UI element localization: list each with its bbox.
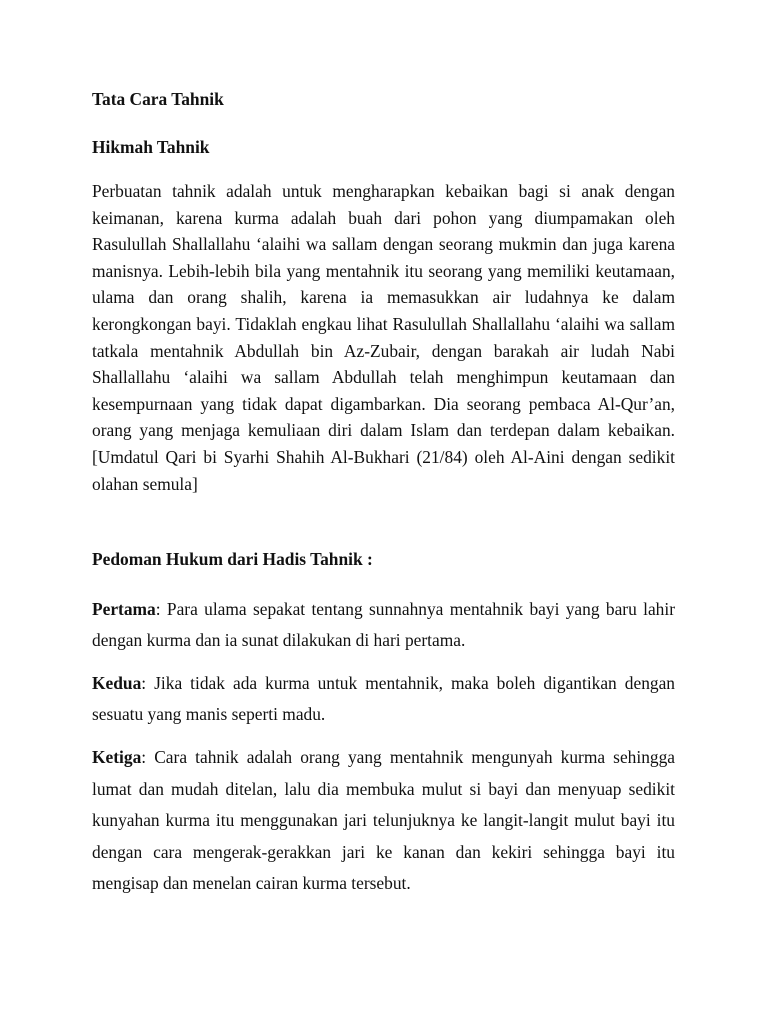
point-label: Ketiga <box>92 747 142 767</box>
point-text: : Jika tidak ada kurma untuk mentahnik, maka boleh digantikan dengan sesuatu yang manis seperti madu. <box>92 673 675 724</box>
point-paragraph-3 <box>92 742 675 900</box>
section-title-hikmah: Hikmah Tahnik <box>92 137 210 157</box>
point-paragraph-1 <box>92 594 675 656</box>
intro-paragraph: Perbuatan tahnik adalah untuk mengharapkan kebaikan bagi si anak dengan keimanan, karena kurma adalah buah dari pohon yang diumpamakan oleh Rasulullah Shallallahu ‘alaihi wa sallam dengan seorang mukmin dan juga karena manisnya. Lebih-lebih bila yang mentahnik itu seorang yang memiliki keutamaan, ulama dan orang shalih, karena ia memasukkan air ludahnya ke dalam kerongkongan bayi. Tidaklah engkau lihat Rasulullah Shallallahu ‘alaihi wa sallam tatkala mentahnik Abdullah bin Az-Zubair, dengan barakah air ludah Nabi Shallallahu ‘alaihi wa sallam Abdullah telah menghimpun keutamaan dan kesempurnaan yang tidak dapat digambarkan. Dia seorang pembaca Al-Qur’an, orang yang menjaga kemuliaan diri dalam Islam dan terdepan dalam kebaikan. [Umdatul Qari bi Syarhi Shahih Al-Bukhari (21/84) oleh Al-Aini dengan sedikit olahan semula] <box>92 181 675 494</box>
point-text: : Cara tahnik adalah orang yang mentahnik mengunyah kurma sehingga lumat dan mudah ditelan, lalu dia membuka mulut si bayi dan menyuap sedikit kunyahan kurma itu menggunakan jari telunjuknya ke langit-langit mulut bayi itu dengan cara mengerak-gerakkan jari ke kanan dan kekiri sehingga bayi itu mengisap dan menelan cairan kurma tersebut. <box>92 747 675 893</box>
point-label: Pertama <box>92 599 156 619</box>
point-text: : Para ulama sepakat tentang sunnahnya mentahnik bayi yang baru lahir dengan kurma dan ia sunat dilakukan di hari pertama. <box>92 599 675 650</box>
point-paragraph-2 <box>92 668 675 730</box>
document-title: Tata Cara Tahnik <box>92 89 224 109</box>
section-heading-pedoman: Pedoman Hukum dari Hadis Tahnik : <box>92 549 373 569</box>
point-label: Kedua <box>92 673 142 693</box>
